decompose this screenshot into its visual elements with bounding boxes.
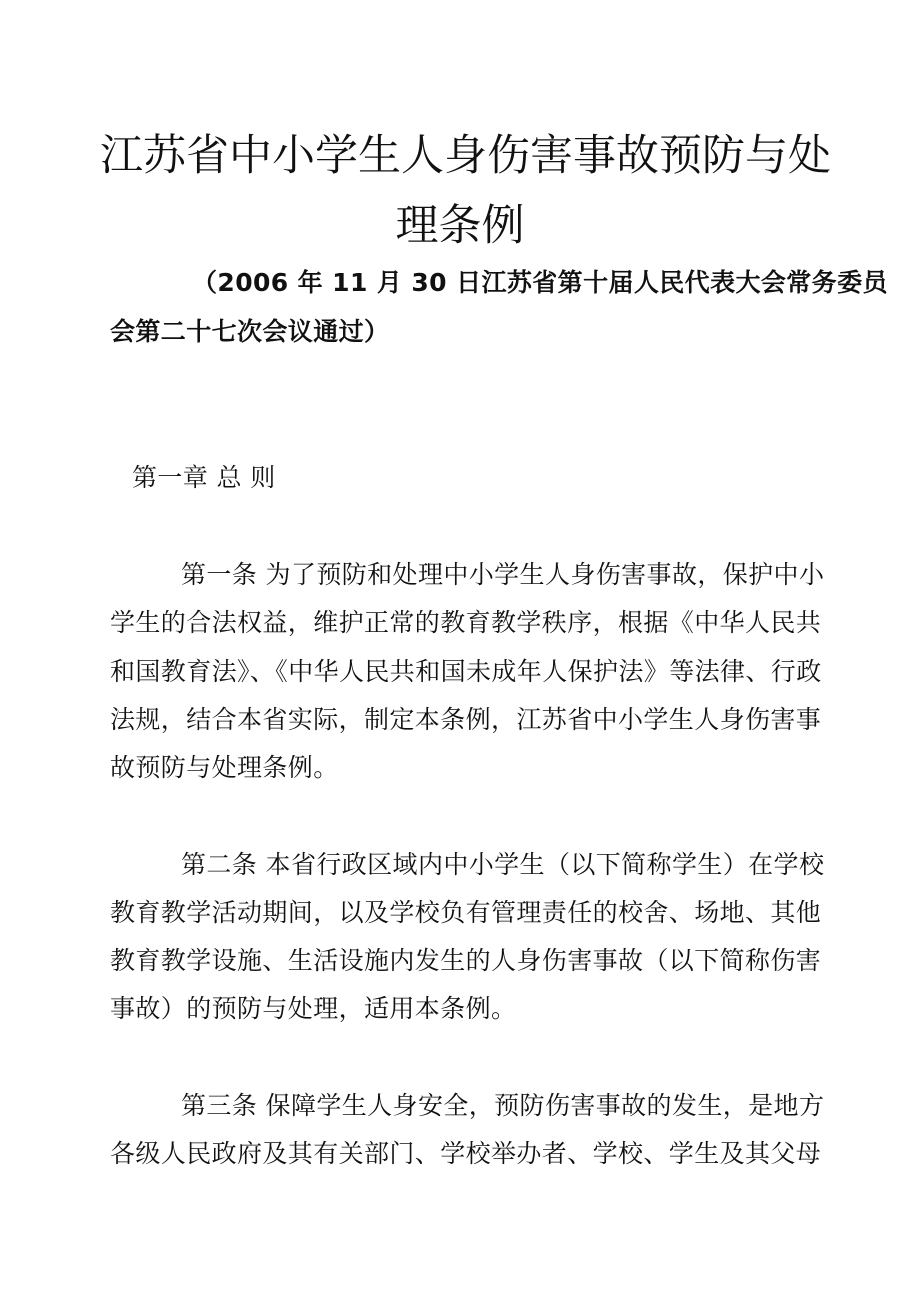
article-1-line-1: 第一条 为了预防和处理中小学生人身伤害事故，保护中小 (181, 560, 825, 589)
article-1-line-2: 学生的合法权益，维护正常的教育教学秩序，根据《中华人民共 (110, 608, 822, 637)
adoption-note-line-2: 会第二十七次会议通过） (110, 317, 390, 346)
article-2-line-2: 教育教学活动期间，以及学校负有管理责任的校舍、场地、其他 (110, 898, 822, 927)
article-1-line-3: 和国教育法》、《中华人民共和国未成年人保护法》等法律、行政 (110, 657, 822, 686)
article-3-line-1: 第三条 保障学生人身安全，预防伤害事故的发生，是地方 (181, 1091, 825, 1120)
adoption-note-line-1: （2006 年 11 月 30 日江苏省第十届人民代表大会常务委员 (192, 268, 888, 297)
article-2-line-1: 第二条 本省行政区域内中小学生（以下简称学生）在学校 (181, 850, 825, 879)
document-title-line-2: 理条例 (395, 201, 525, 251)
article-1-line-5: 故预防与处理条例。 (110, 753, 339, 782)
article-2-line-3: 教育教学设施、生活设施内发生的人身伤害事故（以下简称伤害 (110, 946, 822, 975)
article-2-line-4: 事故）的预防与处理，适用本条例。 (110, 994, 517, 1023)
article-1-line-4: 法规，结合本省实际，制定本条例，江苏省中小学生人身伤害事 (110, 705, 822, 734)
chapter-heading: 第一章 总 则 (132, 463, 276, 492)
document-title-line-1: 江苏省中小学生人身伤害事故预防与处 (100, 131, 831, 181)
article-3-line-2: 各级人民政府及其有关部门、学校举办者、学校、学生及其父母 (110, 1139, 822, 1168)
